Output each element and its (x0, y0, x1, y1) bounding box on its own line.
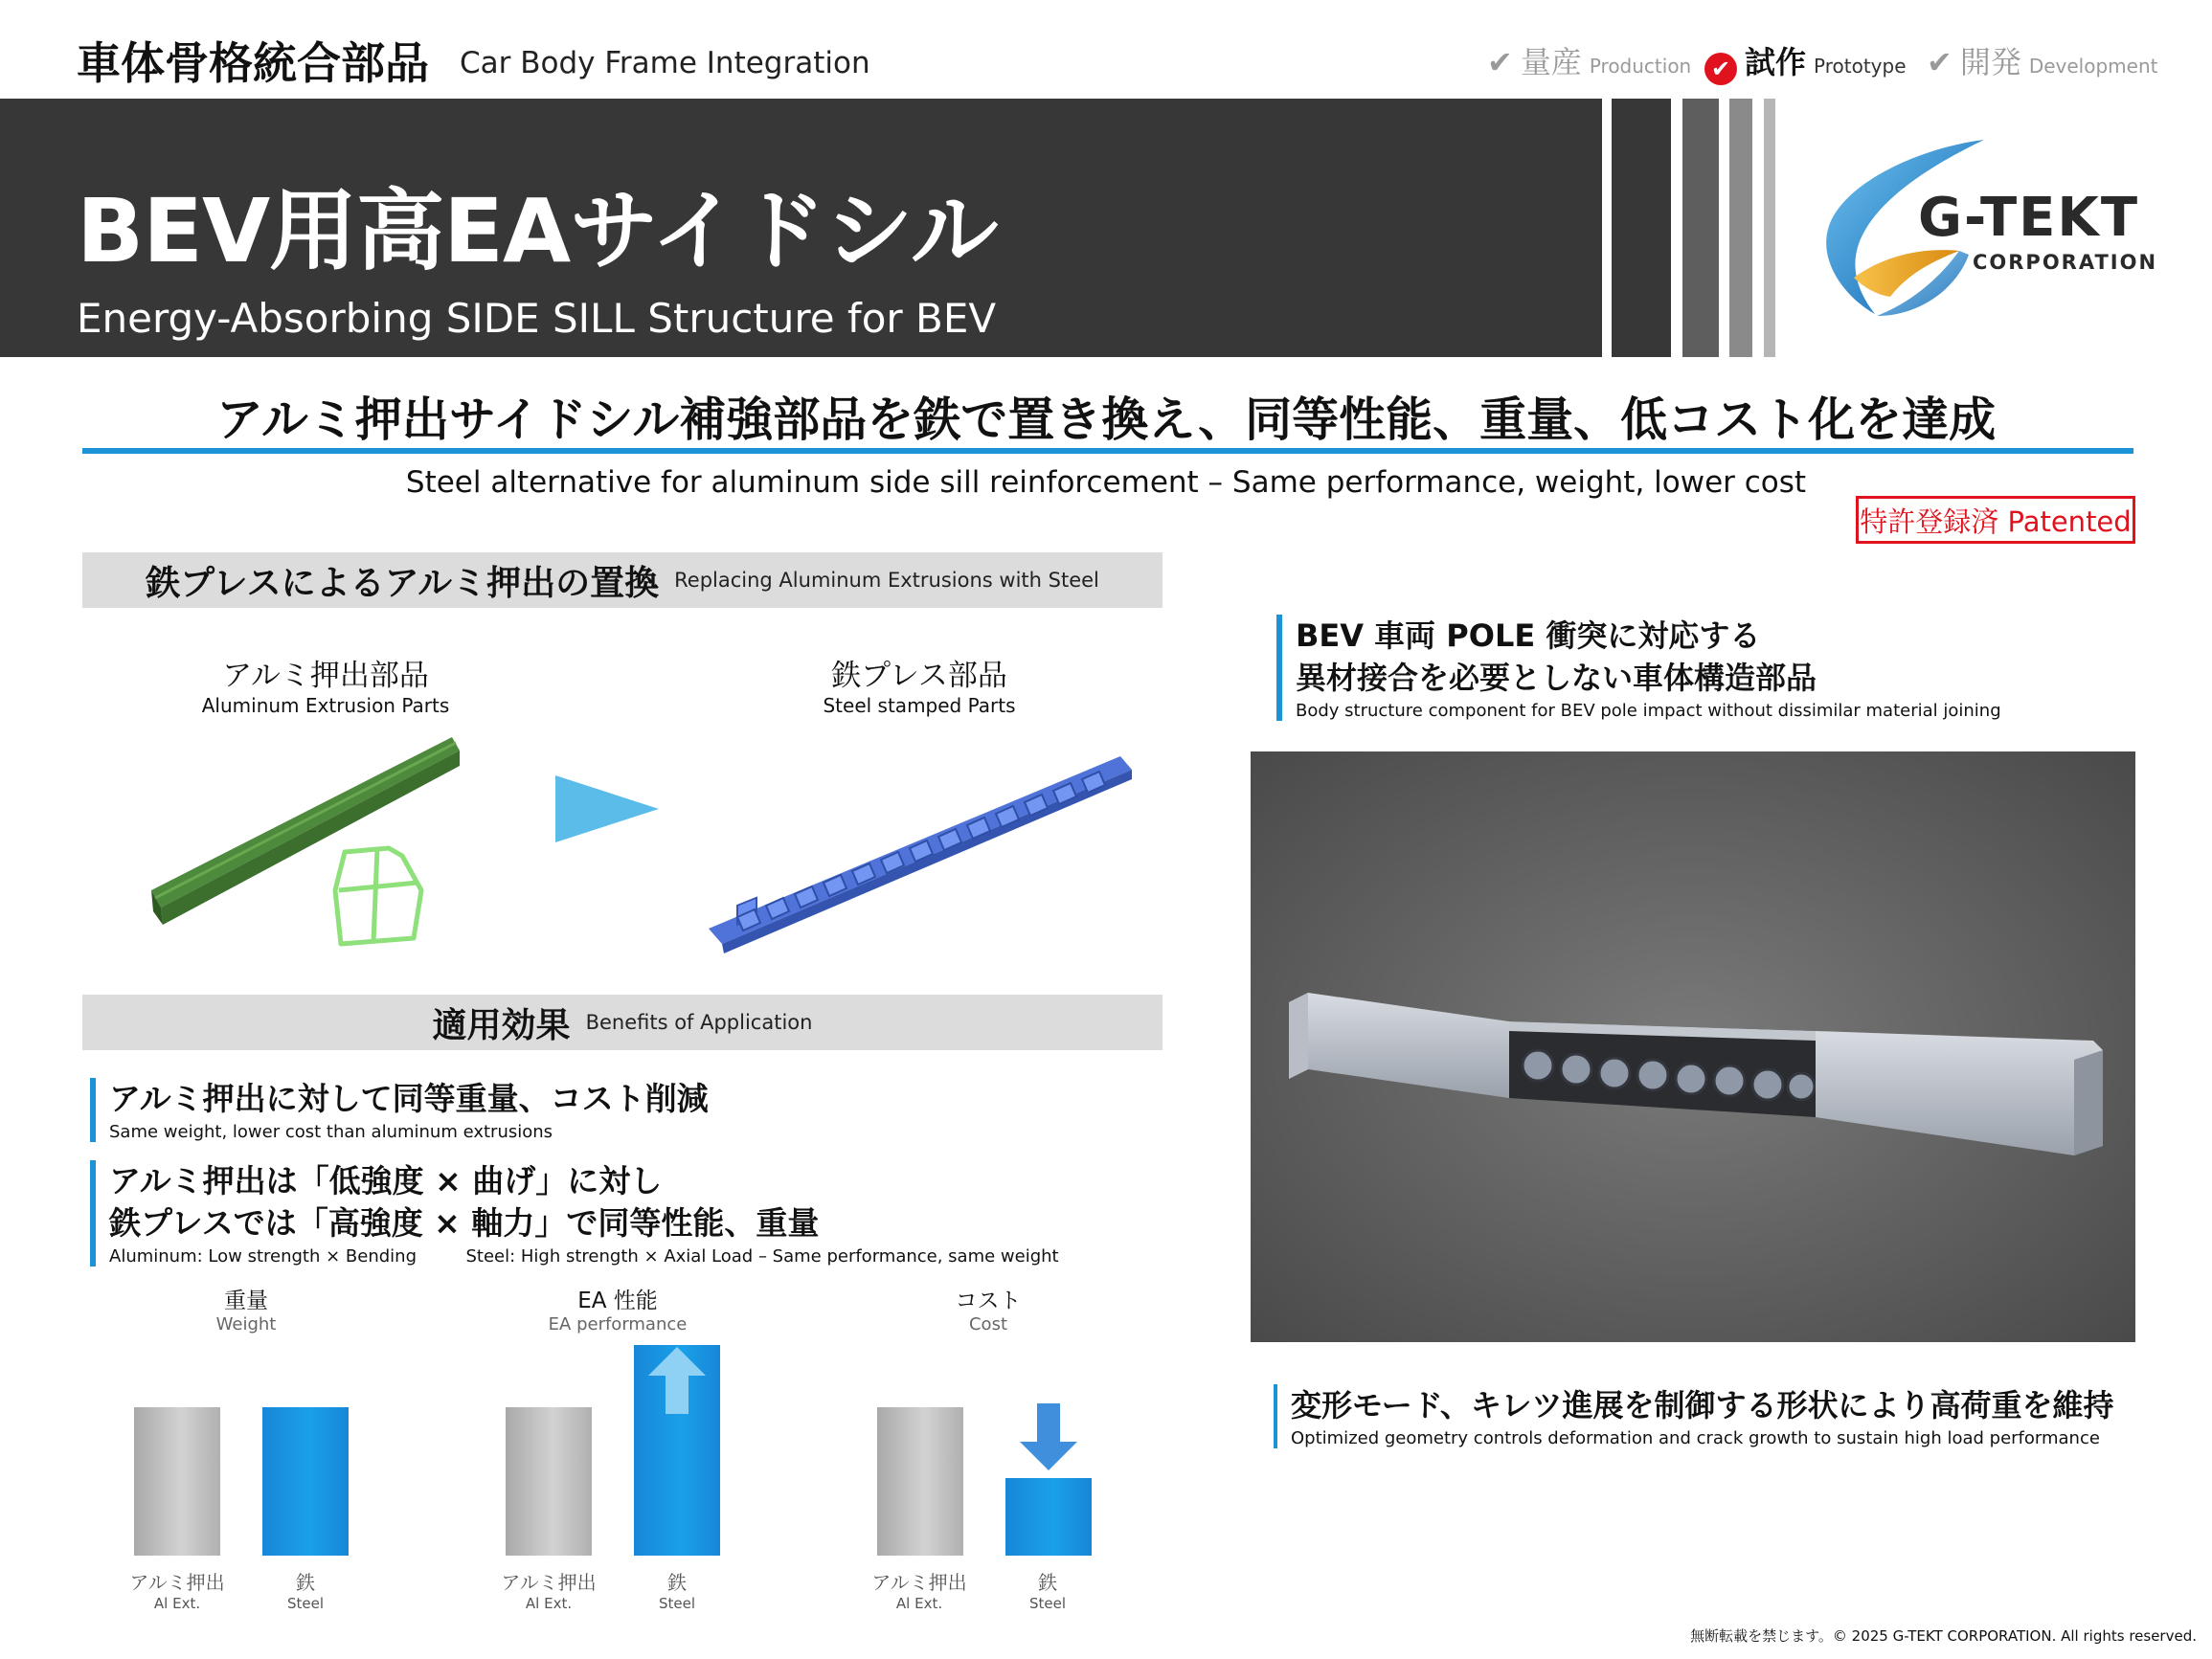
bullet-text-en-aluminum: Aluminum: Low strength × Bending (109, 1246, 417, 1267)
bar-label-en: Steel (1028, 1595, 1067, 1612)
check-circle-icon: ✔ (1704, 53, 1737, 85)
bar-label-steel (620, 1567, 734, 1612)
aluminum-parts-label (172, 651, 479, 717)
bullet-text-en (109, 1246, 1059, 1267)
metric-label-jp: コスト (955, 1289, 1022, 1313)
side-sill-render-image (1251, 751, 2135, 1342)
bullet-text-jp-1: BEV 車両 POLE 衝突に対応する (1296, 617, 1761, 654)
bar-label-jp: 鉄 (296, 1571, 315, 1594)
bar-aluminum (877, 1407, 963, 1556)
bar-label-en: Steel (658, 1595, 696, 1612)
benefit-bullet-weight-cost (90, 1078, 709, 1142)
headline-rule (82, 448, 2133, 454)
bullet-text-en: Same weight, lower cost than aluminum extrusions (109, 1122, 553, 1142)
decor-stripe (1729, 99, 1752, 357)
bar-label-jp: アルミ押出 (871, 1571, 967, 1594)
bar-label-en: Steel (286, 1595, 325, 1612)
chart-cost-header (892, 1283, 1084, 1334)
decor-stripe (1612, 99, 1671, 357)
stage-label-en: Development (2028, 55, 2158, 78)
bar-label-steel (248, 1567, 363, 1612)
bar-label-al (491, 1567, 606, 1612)
bullet-text-jp: 変形モード、キレツ進展を制御する形状により高荷重を維持 (1291, 1387, 2114, 1424)
arrow-down-icon (1020, 1403, 1077, 1470)
stage-label-en: Prototype (1814, 55, 1907, 78)
logo-corporation: CORPORATION (1973, 251, 2158, 274)
arrow-right-icon (555, 775, 661, 842)
metric-label-jp: 重量 (224, 1289, 268, 1313)
bullet-text-en: Optimized geometry controls deformation and crack growth to sustain high load performance (1291, 1428, 2100, 1448)
stage-development (1927, 38, 2157, 82)
label-jp: アルミ押出部品 (222, 659, 429, 693)
patent-badge: 特許登録済 Patented (1856, 496, 2135, 544)
stage-label-jp: 量産 (1520, 44, 1582, 80)
bar-label-jp: アルミ押出 (129, 1571, 225, 1594)
arrow-up-icon (648, 1347, 706, 1414)
check-icon: ✔ (1487, 44, 1513, 80)
label-en: Steel stamped Parts (823, 694, 1016, 717)
bullet-text-jp-1: アルミ押出は「低強度 × 曲げ」に対し (109, 1162, 663, 1199)
stage-label-jp: 試作 (1745, 44, 1807, 80)
bar-label-steel (990, 1567, 1105, 1612)
label-jp: 鉄プレス部品 (831, 659, 1007, 693)
steel-stamped-image (699, 728, 1140, 957)
section-bar-replace (82, 552, 1162, 608)
chart-ea-header (522, 1283, 713, 1334)
metric-label-jp: EA 性能 (577, 1289, 658, 1313)
metric-label-en: Cost (968, 1314, 1008, 1334)
bar-label-en: Al Ext. (525, 1595, 573, 1612)
stage-production (1487, 38, 1691, 82)
bar-label-al (120, 1567, 235, 1612)
bullet-text-en-steel: Steel: High strength × Axial Load – Same performance, same weight (465, 1246, 1059, 1267)
decor-stripe (1764, 99, 1775, 357)
bar-label-jp: 鉄 (1038, 1571, 1057, 1594)
decor-stripe (1682, 99, 1719, 357)
stage-label-en: Production (1589, 55, 1692, 78)
section-bar-benefits (82, 995, 1162, 1050)
bar-label-al (862, 1567, 977, 1612)
bullet-text-en: Body structure component for BEV pole impact without dissimilar material joining (1296, 701, 2001, 721)
bar-aluminum (134, 1407, 220, 1556)
page-title: BEV用高EAサイドシル (77, 180, 998, 282)
bar-label-jp: 鉄 (667, 1571, 687, 1594)
steel-parts-label (766, 651, 1072, 717)
bar-aluminum (506, 1407, 592, 1556)
bullet-text-jp: アルミ押出に対して同等重量、コスト削減 (109, 1080, 709, 1117)
bullet-text-jp-2: 鉄プレスでは「高強度 × 軸力」で同等性能、重量 (109, 1204, 820, 1242)
category-title-jp: 車体骨格統合部品 (77, 37, 429, 89)
section-title-jp: 適用効果 (432, 1005, 571, 1045)
benefit-bullet-strength (90, 1160, 1059, 1267)
metric-label-en: EA performance (548, 1314, 688, 1334)
bar-label-en: Al Ext. (153, 1595, 201, 1612)
page-subtitle: Energy-Absorbing SIDE SILL Structure for BEV (77, 295, 997, 342)
pole-impact-bullet (1276, 615, 2001, 721)
headline-en: Steel alternative for aluminum side sill reinforcement – Same performance, weight, lower cost (405, 465, 1807, 500)
bar-label-jp: アルミ押出 (501, 1571, 597, 1594)
bullet-text-jp-2: 異材接合を必要としない車体構造部品 (1296, 660, 1817, 696)
copyright-footer: 無断転載を禁じます。© 2025 G-TEKT CORPORATION. All rights reserved. (1690, 1627, 2197, 1645)
metric-label-en: Weight (215, 1314, 277, 1334)
stage-label-jp: 開発 (1959, 44, 2021, 80)
stage-prototype (1704, 38, 1907, 82)
category-title-en: Car Body Frame Integration (460, 46, 870, 80)
geometry-bullet (1274, 1384, 2114, 1448)
section-title-en: Replacing Aluminum Extrusions with Steel (674, 569, 1099, 592)
headline-jp: アルミ押出サイドシル補強部品を鉄で置き換え、同等性能、重量、低コスト化を達成 (215, 392, 1997, 447)
bar-steel (262, 1407, 349, 1556)
bar-label-en: Al Ext. (895, 1595, 943, 1612)
bar-steel (1005, 1478, 1092, 1556)
label-en: Aluminum Extrusion Parts (201, 694, 450, 717)
chart-weight-header (150, 1283, 342, 1334)
check-icon: ✔ (1927, 44, 1952, 80)
logo-wordmark: G-TEKT (1918, 187, 2140, 249)
section-title-jp: 鉄プレスによるアルミ押出の置換 (146, 563, 660, 603)
section-title-en: Benefits of Application (585, 1011, 813, 1034)
aluminum-extrusion-image (144, 737, 469, 957)
